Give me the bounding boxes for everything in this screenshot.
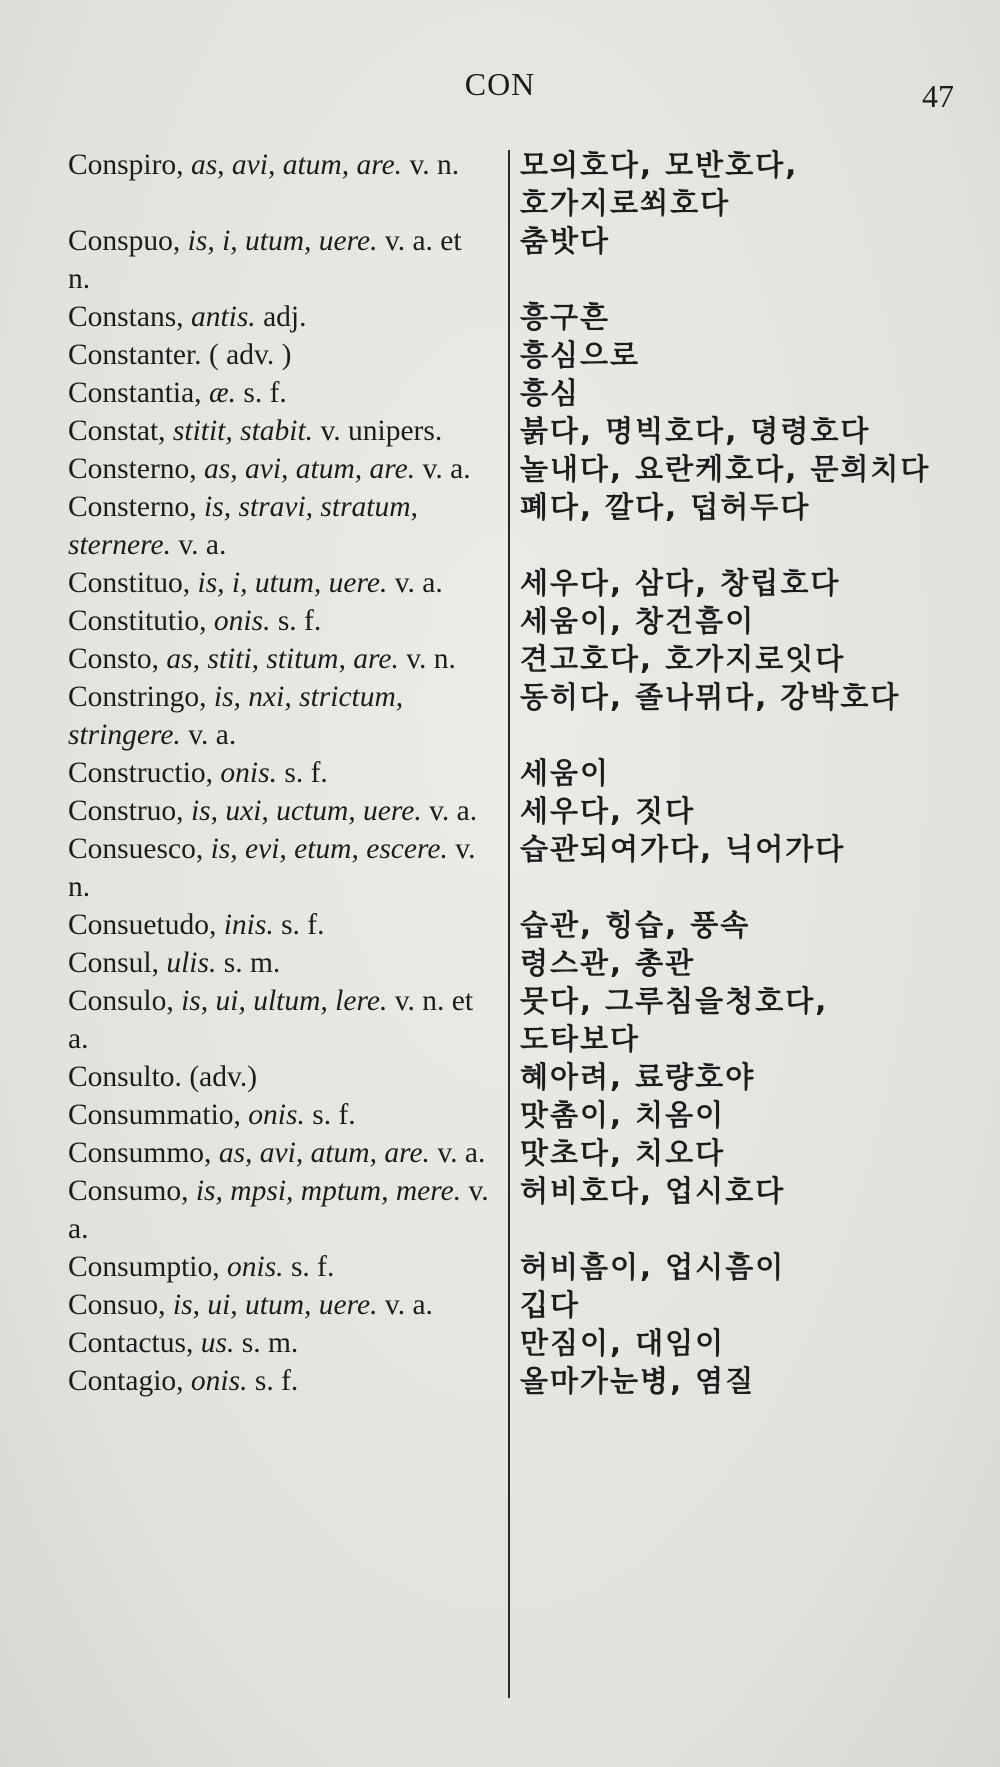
dictionary-entry <box>68 640 968 678</box>
grammar-label: ( adv. ) <box>208 339 292 371</box>
grammar-label: s. f. <box>290 1251 335 1283</box>
inflection-forms: is, i, utum, uere. <box>187 225 378 257</box>
dictionary-entry <box>68 374 968 412</box>
latin-headword <box>68 1172 504 1248</box>
grammar-label: s. f. <box>277 605 322 637</box>
dictionary-entry <box>68 982 968 1058</box>
headword: Consumo, <box>68 1175 189 1207</box>
inflection-forms: as, avi, atum, are. <box>218 1137 430 1169</box>
korean-translation: 만짐이, 대임이 <box>520 1326 726 1360</box>
korean-translation: 혜아려, 료량호야 <box>520 1060 756 1094</box>
korean-translation: 동히다, 졸나뮈다, 강박호다 <box>520 680 901 714</box>
dictionary-entry <box>68 1286 968 1324</box>
headword: Consulto. <box>68 1061 182 1093</box>
latin-headword <box>68 336 504 374</box>
latin-headword <box>68 982 504 1058</box>
korean-translation: 견고호다, 호가지로잇다 <box>520 642 846 676</box>
latin-headword <box>68 412 504 450</box>
korean-translation: 허비호다, 업시호다 <box>520 1174 786 1208</box>
headword: Consuo, <box>68 1289 166 1321</box>
latin-headword <box>68 222 504 298</box>
inflection-forms: is, stravi, stratum, sternere. <box>68 491 418 561</box>
headword: Constituo, <box>68 567 191 599</box>
latin-headword <box>68 1248 504 1286</box>
grammar-label: s. f. <box>243 377 287 409</box>
korean-translation: 세우다, 삼다, 창립호다 <box>520 566 841 600</box>
korean-translation: 흥심으로 <box>520 338 641 372</box>
grammar-label: v. a. <box>422 453 471 485</box>
korean-translation: 세움이 <box>520 756 611 790</box>
grammar-label: s. m. <box>241 1327 299 1359</box>
grammar-label: v. a. et n. <box>68 225 462 295</box>
grammar-label: s. f. <box>281 909 325 941</box>
korean-translation: 습관, 힝습, 풍속 <box>520 908 751 942</box>
inflection-forms: ulis. <box>166 947 217 979</box>
headword: Constructio, <box>68 757 214 789</box>
dictionary-entry <box>68 564 968 602</box>
dictionary-entry <box>68 1362 968 1400</box>
inflection-forms: as, avi, atum, are. <box>204 453 416 485</box>
headword: Consto, <box>68 643 159 675</box>
latin-headword <box>68 488 504 564</box>
korean-translation: 모의호다, 모반호다, 호가지로쐬호다 <box>520 148 799 220</box>
headword: Consul, <box>68 947 159 979</box>
dictionary-entry <box>68 222 968 298</box>
latin-headword <box>68 944 504 982</box>
dictionary-entry <box>68 602 968 640</box>
dictionary-entry <box>68 944 968 982</box>
inflection-forms: onis. <box>190 1365 248 1397</box>
latin-headword <box>68 1362 504 1400</box>
grammar-label: s. f. <box>254 1365 299 1397</box>
grammar-label: s. f. <box>312 1099 356 1131</box>
entry-list <box>68 146 968 1400</box>
korean-translation: 춤밧다 <box>520 224 611 258</box>
headword: Consuetudo, <box>68 909 217 941</box>
headword: Contagio, <box>68 1365 184 1397</box>
korean-translation: 맛초다, 치오다 <box>520 1136 726 1170</box>
grammar-label: v. n. et a. <box>68 985 474 1055</box>
headword: Constringo, <box>68 681 207 713</box>
inflection-forms: stitit, stabit. <box>172 415 314 447</box>
headword: Consulo, <box>68 985 174 1017</box>
headword: Contactus, <box>68 1327 194 1359</box>
korean-translation: 세움이, 창건흠이 <box>520 604 756 638</box>
dictionary-entry <box>68 146 968 222</box>
inflection-forms: onis. <box>227 1251 284 1283</box>
latin-headword <box>68 830 504 906</box>
dictionary-entry <box>68 336 968 374</box>
headword: Constanter. <box>68 339 202 371</box>
grammar-label: v. n. <box>409 149 460 181</box>
latin-headword <box>68 146 504 184</box>
inflection-forms: us. <box>200 1327 235 1359</box>
dictionary-entry <box>68 1058 968 1096</box>
grammar-label: v. n. <box>406 643 456 675</box>
korean-translation: 흥구흔 <box>520 300 611 334</box>
korean-translation: 습관되여가다, 닉어가다 <box>520 832 846 866</box>
dictionary-entry <box>68 792 968 830</box>
grammar-label: v. a. <box>437 1137 486 1169</box>
headword: Constantia, <box>68 377 202 409</box>
inflection-forms: onis. <box>248 1099 305 1131</box>
dictionary-entry <box>68 830 968 906</box>
headword: Consterno, <box>68 453 197 485</box>
grammar-label: v. a. <box>68 1175 489 1245</box>
inflection-forms: is, uxi, uctum, uere. <box>190 795 422 827</box>
dictionary-entry <box>68 1096 968 1134</box>
headword: Consummatio, <box>68 1099 241 1131</box>
inflection-forms: as, stiti, stitum, are. <box>166 643 399 675</box>
page-number: 47 <box>922 78 954 114</box>
inflection-forms: is, ui, utum, uere. <box>172 1289 378 1321</box>
headword: Constans, <box>68 301 184 333</box>
latin-headword <box>68 1058 504 1096</box>
latin-headword <box>68 678 504 754</box>
guide-word: CON <box>464 66 536 102</box>
inflection-forms: is, i, utum, uere. <box>197 567 388 599</box>
grammar-label: v. a. <box>429 795 478 827</box>
latin-headword <box>68 1286 504 1324</box>
latin-headword <box>68 906 504 944</box>
latin-headword <box>68 564 504 602</box>
headword: Consummo, <box>68 1137 212 1169</box>
headword: Conspuo, <box>68 225 181 257</box>
headword: Conspiro, <box>68 149 184 181</box>
korean-translation: 깁다 <box>520 1288 581 1322</box>
headword: Consterno, <box>68 491 197 523</box>
latin-headword <box>68 1096 504 1134</box>
inflection-forms: as, avi, atum, are. <box>190 149 403 181</box>
latin-headword <box>68 1324 504 1362</box>
dictionary-entry <box>68 1134 968 1172</box>
dictionary-entry <box>68 1324 968 1362</box>
korean-translation: 놀내다, 요란케호다, 문희치다 <box>520 452 931 486</box>
korean-translation: 폐다, 깔다, 덥허두다 <box>520 490 811 524</box>
dictionary-entry <box>68 298 968 336</box>
korean-translation: 올마가눈병, 염질 <box>520 1364 756 1398</box>
latin-headword <box>68 374 504 412</box>
korean-translation: 흥심 <box>520 376 581 410</box>
dictionary-entry <box>68 488 968 564</box>
korean-translation: 맛촘이, 치옴이 <box>520 1098 726 1132</box>
inflection-forms: onis. <box>220 757 277 789</box>
grammar-label: v. a. <box>394 567 443 599</box>
grammar-label: s. f. <box>284 757 328 789</box>
headword: Constat, <box>68 415 166 447</box>
grammar-label: v. a. <box>178 529 227 561</box>
grammar-label: adj. <box>263 301 307 333</box>
dictionary-entry <box>68 1172 968 1248</box>
headword: Consuesco, <box>68 833 204 865</box>
dictionary-entry <box>68 678 968 754</box>
grammar-label: v. unipers. <box>320 415 443 447</box>
grammar-label: v. n. <box>68 833 476 903</box>
latin-headword <box>68 298 504 336</box>
dictionary-entry <box>68 450 968 488</box>
headword: Constitutio, <box>68 605 207 637</box>
inflection-forms: antis. <box>190 301 256 333</box>
headword: Construo, <box>68 795 184 827</box>
grammar-label: v. a. <box>188 719 237 751</box>
grammar-label: v. a. <box>384 1289 433 1321</box>
korean-translation: 령스관, 총관 <box>520 946 696 980</box>
dictionary-entry <box>68 906 968 944</box>
inflection-forms: is, ui, ultum, lere. <box>181 985 388 1017</box>
dictionary-entry <box>68 1248 968 1286</box>
latin-headword <box>68 450 504 488</box>
korean-translation: 붉다, 명빅호다, 뎡령호다 <box>520 414 871 448</box>
inflection-forms: inis. <box>223 909 274 941</box>
inflection-forms: is, mpsi, mptum, mere. <box>195 1175 462 1207</box>
korean-translation: 세우다, 짓다 <box>520 794 696 828</box>
dictionary-entry <box>68 412 968 450</box>
korean-translation: 뭇다, 그루침을청호다, 도타보다 <box>520 984 829 1056</box>
latin-headword <box>68 602 504 640</box>
latin-headword <box>68 640 504 678</box>
korean-translation: 허비흠이, 업시흠이 <box>520 1250 786 1284</box>
inflection-forms: æ. <box>208 377 236 409</box>
latin-headword <box>68 1134 504 1172</box>
dictionary-entry <box>68 754 968 792</box>
inflection-forms: onis. <box>213 605 271 637</box>
grammar-label: (adv.) <box>189 1061 258 1093</box>
grammar-label: s. m. <box>223 947 281 979</box>
inflection-forms: is, evi, etum, escere. <box>210 833 448 865</box>
latin-headword <box>68 754 504 792</box>
headword: Consumptio, <box>68 1251 220 1283</box>
latin-headword <box>68 792 504 830</box>
inflection-forms: is, nxi, strictum, stringere. <box>68 681 404 751</box>
